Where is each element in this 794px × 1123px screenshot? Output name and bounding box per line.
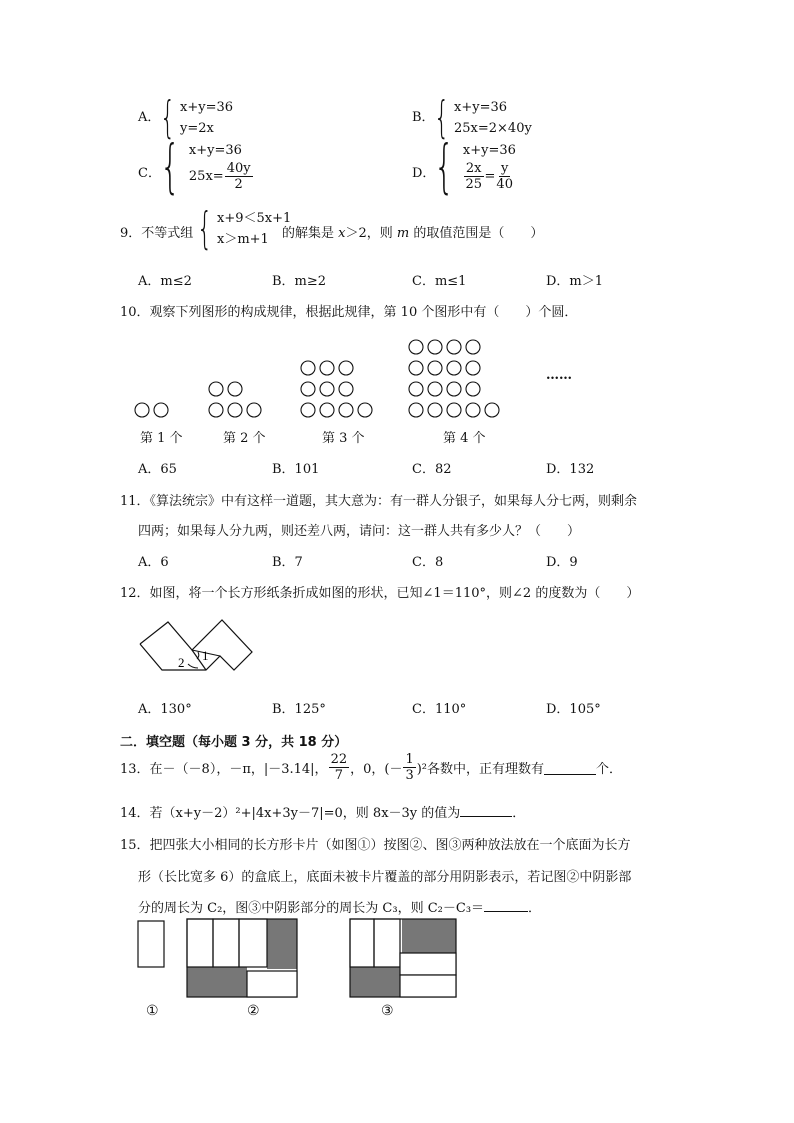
q10-circle-figures [130,330,550,430]
fraction [225,161,253,192]
text: 14．若（x+y－2）²+|4x+3y－7|=0，则 8x－3y 的值为 [120,806,461,821]
circle-mark [466,361,480,375]
circle-mark [320,361,334,375]
text: 的解集是 [282,226,339,241]
text: 13．在－（－8），－π，|－3.14|， [120,762,328,777]
q10-option-d: D．132 [546,462,595,477]
q12-folded-strip-figure [134,612,264,682]
fraction-22-7 [329,752,350,783]
text: ． [528,901,542,916]
q15-figure-1 [132,915,172,975]
circle-mark [428,382,442,396]
circle-mark [320,403,334,417]
circle-mark [409,361,423,375]
circle-mark [228,382,242,396]
fraction [496,161,513,192]
q10-stem: 10．观察下列图形的构成规律，根据此规律，第 10 个图形中有（ ）个圆． [120,305,578,320]
circle-mark [339,403,353,417]
circle-mark [466,403,480,417]
circle-mark [209,382,223,396]
q9-option-d: D．m＞1 [546,274,604,289]
var-x: x [338,226,346,241]
eq-row-1: x+y=36 [180,100,234,115]
q10-option-a: A．65 [138,462,177,477]
text: )²各数中，正有理数有 [416,762,545,777]
q8-option-c-system [160,132,254,200]
q11-option-b: B．7 [272,555,303,570]
text: 分的周长为 C₂，图③中阴影部分的周长为 C₃，则 C₂－C₃＝ [138,901,485,916]
circle-mark [428,361,442,375]
q15-fig-label-1: ① [146,1003,159,1019]
angle-label-2: 2 [178,655,185,670]
q12-option-a: A．130° [138,702,192,717]
q12-stem: 12．如图，将一个长方形纸条折成如图的形状，已知∠1＝110°，则∠2 的度数为（ ） [120,586,640,601]
numerator: 2x [465,161,482,176]
angle-label-1: 1 [202,648,209,663]
circle-mark [228,403,242,417]
circle-mark [485,403,499,417]
circle-mark [409,340,423,354]
eq-row-1: x+y=36 [188,143,242,158]
numerator: 22 [330,752,348,767]
answer-blank[interactable] [544,760,596,775]
denominator: 7 [334,768,343,783]
circle-mark [247,403,261,417]
q10-option-b: B．101 [272,462,320,477]
circle-mark [209,403,223,417]
circle-mark [447,340,461,354]
q15-fig-label-3: ③ [381,1003,394,1019]
circle-mark [409,403,423,417]
numerator: 1 [405,752,414,767]
ineq-row-1: x+9＜5x+1 [217,211,292,226]
fraction [464,161,484,192]
q15-figure-3 [346,915,464,999]
denominator: 2 [234,177,243,192]
circle-mark [447,403,461,417]
q9-option-b: B．m≥2 [272,274,327,289]
circle-mark [301,403,315,417]
q9-option-a: A．m≤2 [138,274,192,289]
circle-mark [301,361,315,375]
q15-line-3 [138,897,541,916]
q10-ellipsis: …… [546,368,572,383]
denominator: 3 [405,768,414,783]
denominator: 25 [465,177,482,192]
text: ＞2，则 [345,226,397,241]
eq-row-2 [463,161,516,192]
circle-mark [154,403,168,417]
brace-icon: { [434,92,450,143]
eq-row-2: 25x=2×40y [454,121,532,136]
q15-line-1: 15．把四张大小相同的长方形卡片（如图①）按图②、图③两种放法放在一个底面为长方 [120,838,631,853]
section-2-title: 二．填空题（每小题 3 分，共 18 分） [120,735,348,750]
numerator: y [501,161,509,176]
q11-option-a: A．6 [138,555,169,570]
fraction-1-3 [403,752,415,783]
q8-option-b-label: B． [412,110,435,125]
q11-option-d: D．9 [546,555,578,570]
q11-line-1: 11．《算法统宗》中有这样一道题，其大意为：有一群人分银子，如果每人分七两，则剩余 [120,494,638,509]
q10-fig-label-2: 第 2 个 [223,431,266,446]
circle-mark [358,403,372,417]
circle-mark [339,361,353,375]
q15-line-2: 形（长比宽多 6）的盒底上，底面未被卡片覆盖的部分用阴影表示，若记图②中阴影部 [138,870,632,885]
circle-mark [447,361,461,375]
answer-blank[interactable] [460,804,512,817]
q8-option-a-label: A． [138,110,161,125]
q12-option-c: C．110° [412,702,467,717]
q13 [120,752,622,783]
q11-line-2: 四两；如果每人分九两，则还差八两，请问：这一群人共有多少人？（ ） [138,524,581,539]
eq-row-2: y=2x [180,121,214,136]
q9-suffix [282,222,543,241]
text: 个． [596,762,623,777]
q10-fig-label-1: 第 1 个 [140,431,183,446]
q10-option-c: C．82 [412,462,452,477]
q9-system [197,203,292,254]
answer-blank[interactable] [484,899,528,912]
circle-mark [320,382,334,396]
brace-icon: { [434,132,455,200]
text: ，0，(－ [350,762,403,777]
q8-option-d-system [434,132,516,200]
circle-mark [409,382,423,396]
circle-mark [339,382,353,396]
brace-icon: { [160,92,176,143]
denominator: 40 [496,177,513,192]
text: 的取值范围是（ ） [409,226,544,241]
q8-option-d-label: D． [412,166,436,181]
brace-icon: { [160,132,181,200]
q12-option-d: D．105° [546,702,601,717]
circle-mark [447,382,461,396]
equals-sign: = [484,169,496,184]
q8-option-c-label: C． [138,166,161,181]
q11-option-c: C．8 [412,555,444,570]
q9-prefix: 9．不等式组 [120,226,194,241]
q15-figure-2 [183,915,303,999]
eq-row-2 [189,161,254,192]
q14 [120,802,525,821]
q9-option-c: C．m≤1 [412,274,467,289]
circle-mark [301,382,315,396]
var-m: m [396,226,410,241]
eq-row-1: x+y=36 [454,100,508,115]
eq-row-1: x+y=36 [462,143,516,158]
circle-mark [428,403,442,417]
ineq-row-2: x＞m+1 [217,232,269,247]
circle-mark [466,340,480,354]
brace-icon: { [197,203,213,254]
text: ． [512,806,526,821]
circle-mark [466,382,480,396]
circle-mark [428,340,442,354]
q10-fig-label-4: 第 4 个 [443,431,486,446]
q15-fig-label-2: ② [247,1003,260,1019]
circle-mark [135,403,149,417]
q12-option-b: B．125° [272,702,326,717]
numerator: 40y [226,161,251,176]
q10-fig-label-3: 第 3 个 [322,431,365,446]
eq-text: 25x= [188,169,224,184]
